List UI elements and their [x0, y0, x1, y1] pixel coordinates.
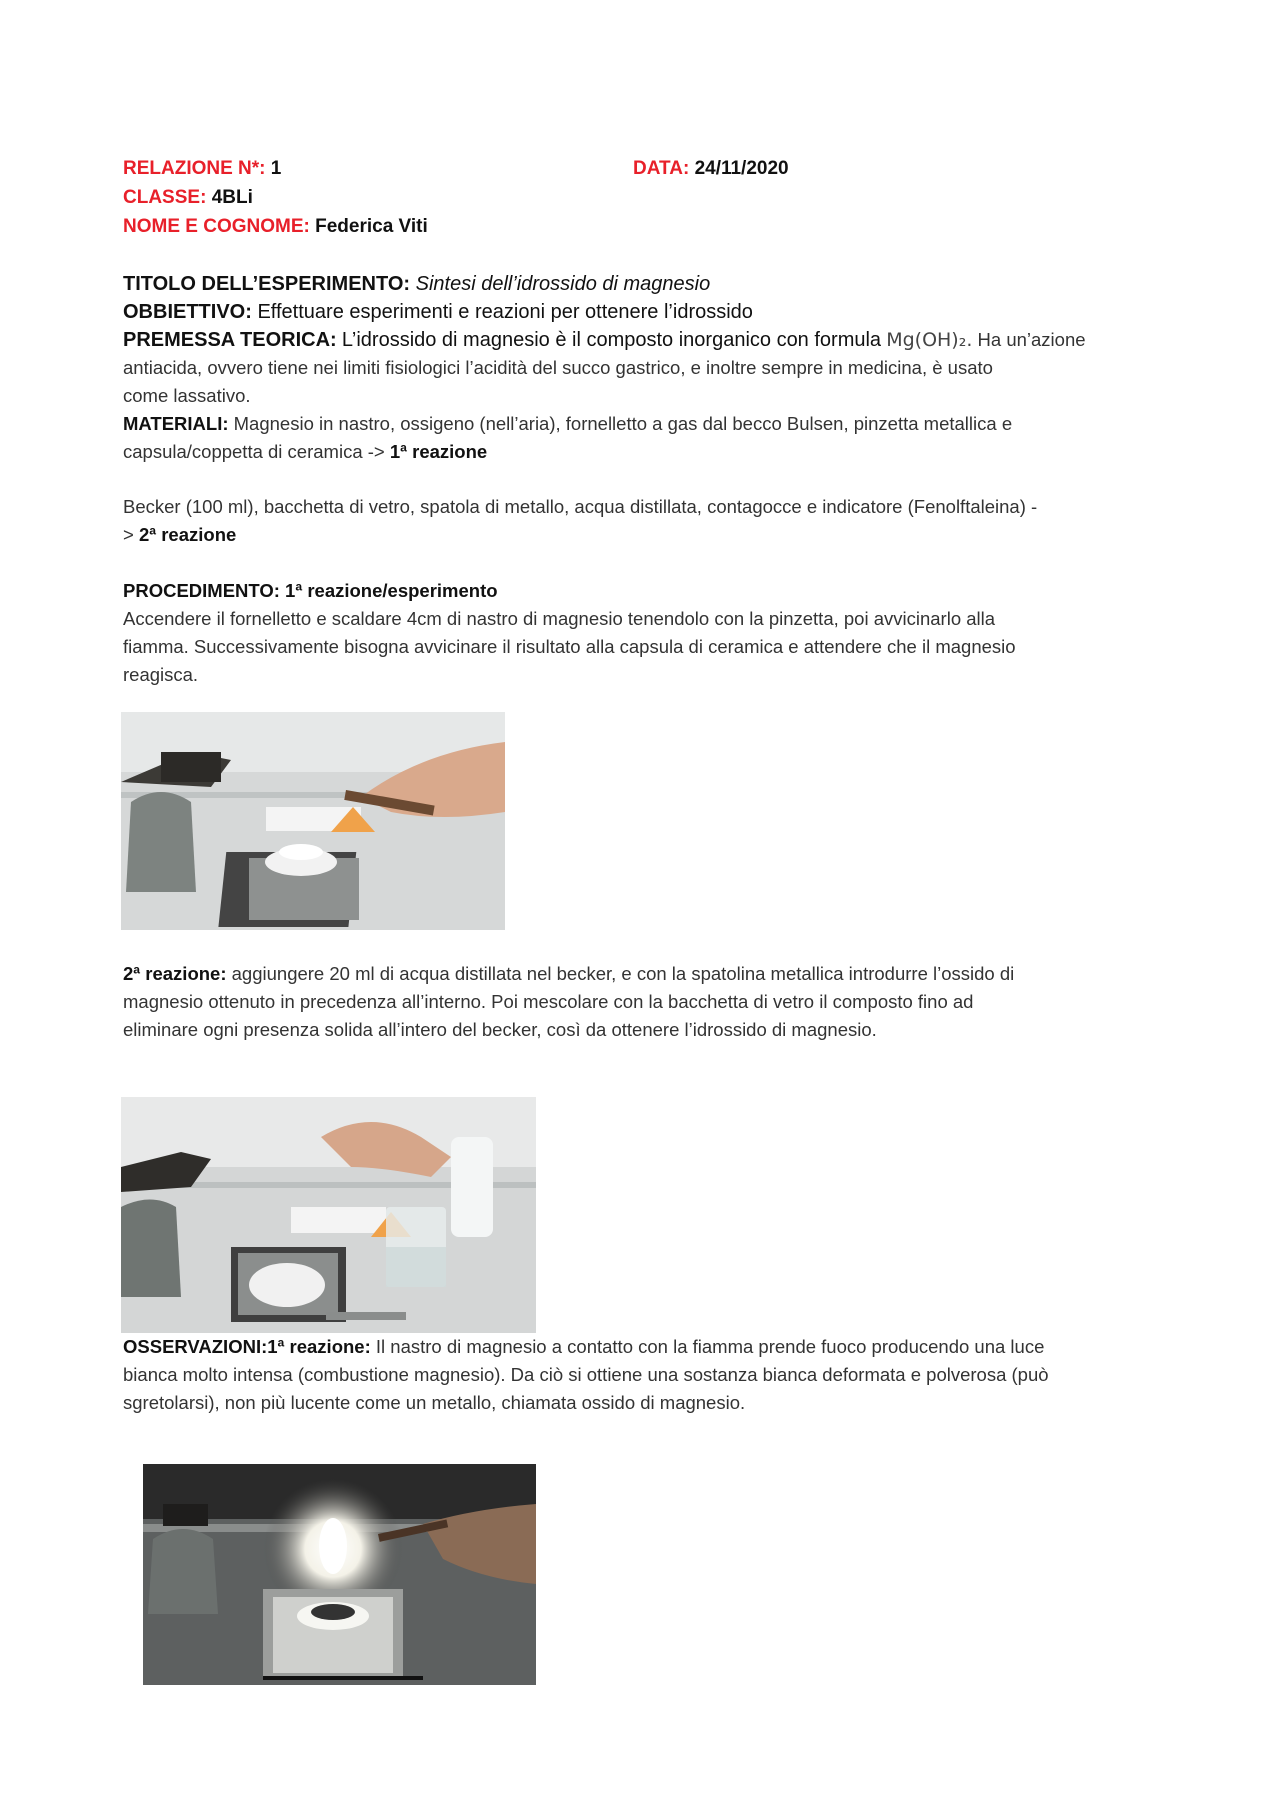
report-number-label: RELAZIONE N*: — [123, 158, 266, 179]
premise-rest: Ha un’azione — [977, 329, 1086, 350]
premise-lead: L’idrossido di magnesio è il composto inorganico con formula — [341, 329, 882, 351]
experiment-title-value: Sintesi dell’idrossido di magnesio — [415, 273, 711, 295]
materials-line4: > — [123, 524, 134, 545]
photo-reaction-1-setup — [121, 712, 505, 930]
photo-magnesium-combustion — [143, 1464, 536, 1685]
reaction-2-line1: aggiungere 20 ml di acqua distillata nel becker, e con la spatolina metallica introdurre l’ossido di — [231, 963, 1015, 984]
report-number-line — [123, 155, 281, 183]
materials-ref2: 2ª reazione — [138, 524, 237, 545]
premise-line3: come lassativo. — [123, 385, 251, 406]
materials-line1: Magnesio in nastro, ossigeno (nell’aria), fornelletto a gas dal becco Bulsen, pinzetta metallica e — [233, 413, 1013, 434]
observations-paragraph — [123, 1333, 1173, 1417]
class-label: CLASSE: — [123, 187, 207, 208]
name-value: Federica Viti — [315, 216, 428, 237]
procedure-line2: fiamma. Successivamente bisogna avvicinare il risultato alla capsula di ceramica e attendere che il magnesio — [123, 636, 1016, 657]
premise-line2: antiacida, ovvero tiene nei limiti fisiologici l’acidità del succo gastrico, e inoltre sempre in medicina, è usato — [123, 357, 993, 378]
reaction-2-line3: eliminare ogni presenza solida all’intero del becker, così da ottenere l’idrossido di magnesio. — [123, 1019, 877, 1040]
objective-line — [123, 298, 753, 326]
materials-label: MATERIALI: — [123, 413, 229, 434]
observations-line3: sgretolarsi), non più lucente come un metallo, chiamata ossido di magnesio. — [123, 1392, 746, 1413]
materials-line3: Becker (100 ml), bacchetta di vetro, spatola di metallo, acqua distillata, contagocce e indicatore (Fenolftaleina) - — [123, 496, 1038, 517]
observations-line2: bianca molto intensa (combustione magnesio). Da ciò si ottiene una sostanza bianca deformata e polverosa (può — [123, 1364, 1049, 1385]
date-label: DATA: — [633, 158, 690, 179]
photo-reaction-2-becker — [121, 1097, 536, 1333]
procedure-paragraph — [123, 577, 1173, 689]
premise-paragraph — [123, 326, 1173, 410]
procedure-line1: Accendere il fornelletto e scaldare 4cm di nastro di magnesio tenendolo con la pinzetta, poi avvicinarlo alla — [123, 608, 996, 629]
class-line — [123, 184, 253, 212]
premise-formula: Mg(OH)₂. — [886, 329, 973, 351]
reaction-2-paragraph — [123, 960, 1173, 1044]
materials-paragraph-2 — [123, 493, 1173, 549]
experiment-title-line — [123, 270, 710, 298]
reaction-2-label: 2ª reazione: — [123, 963, 227, 984]
date-value: 24/11/2020 — [694, 158, 789, 179]
procedure-line3: reagisca. — [123, 664, 199, 685]
date-line — [633, 155, 789, 183]
procedure-label: PROCEDIMENTO: 1ª reazione/esperimento — [123, 580, 498, 601]
materials-paragraph — [123, 410, 1173, 466]
observations-label: OSSERVAZIONI:1ª reazione: — [123, 1336, 371, 1357]
materials-line2: capsula/coppetta di ceramica -> — [123, 441, 385, 462]
name-label: NOME E COGNOME: — [123, 216, 310, 237]
reaction-2-line2: magnesio ottenuto in precedenza all’interno. Poi mescolare con la bacchetta di vetro il composto fino ad — [123, 991, 974, 1012]
materials-ref1: 1ª reazione — [389, 441, 488, 462]
premise-label: PREMESSA TEORICA: — [123, 329, 337, 351]
observations-line1: Il nastro di magnesio a contatto con la fiamma prende fuoco producendo una luce — [375, 1336, 1045, 1357]
report-number-value: 1 — [270, 158, 282, 179]
objective-label: OBBIETTIVO: — [123, 301, 252, 323]
experiment-title-label: TITOLO DELL’ESPERIMENTO: — [123, 273, 411, 295]
objective-value: Effettuare esperimenti e reazioni per ottenere l’idrossido — [257, 301, 753, 323]
class-value: 4BLi — [211, 187, 253, 208]
name-line — [123, 213, 428, 241]
